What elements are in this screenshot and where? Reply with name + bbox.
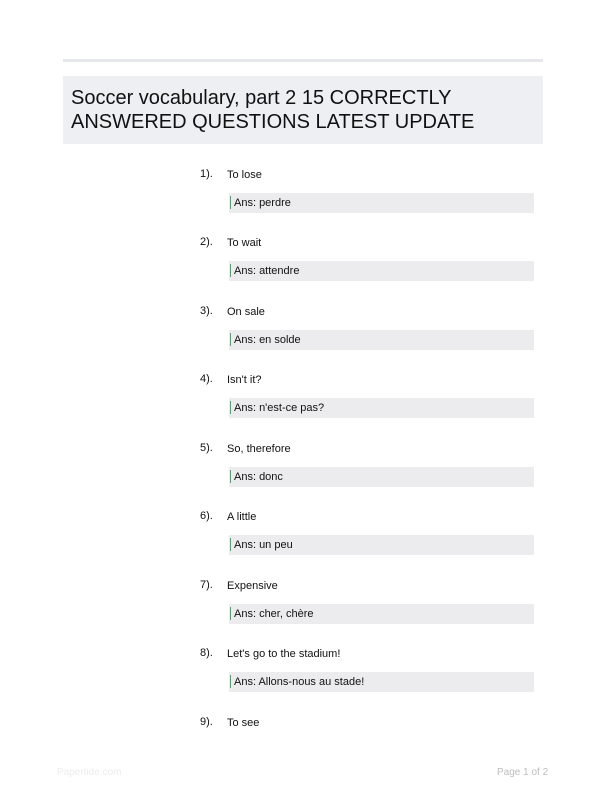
question-number: 5). [200,442,213,454]
question-item [0,438,606,498]
answer-box [229,330,534,350]
answer-text: Ans: n'est-ce pas? [234,402,325,414]
question-text: Let's go to the stadium! [227,648,341,660]
answer-box [229,261,534,281]
answer-text: Ans: cher, chère [234,608,314,620]
question-number: 9). [200,716,213,728]
question-text: So, therefore [227,443,291,455]
answer-box [229,672,534,692]
question-number: 6). [200,510,213,522]
answer-text: Ans: en solde [234,334,301,346]
answer-box [229,193,534,213]
answer-box [229,604,534,624]
answer-marker [230,333,231,346]
answer-marker [230,196,231,209]
question-text: To see [227,717,260,729]
answer-text: Ans: perdre [234,197,291,209]
question-text: To lose [227,169,262,181]
answer-text: Ans: attendre [234,265,300,277]
question-text: On sale [227,306,265,318]
question-item [0,643,606,703]
question-number: 8). [200,647,213,659]
answer-box [229,535,534,555]
top-divider [63,59,543,62]
answer-text: Ans: Allons-nous au stade! [234,676,365,688]
question-item [0,575,606,635]
answer-marker [230,538,231,551]
question-number: 4). [200,373,213,385]
footer-site-watermark: Papertide.com [57,767,122,778]
answer-box [229,467,534,487]
question-item [0,232,606,292]
question-item [0,164,606,224]
question-text: Isn't it? [227,374,262,386]
answer-marker [230,675,231,688]
answer-marker [230,607,231,620]
page-number: Page 1 of 2 [497,767,549,778]
answer-text: Ans: un peu [234,539,293,551]
question-number: 2). [200,236,213,248]
answer-marker [230,264,231,277]
question-number: 7). [200,579,213,591]
question-item [0,506,606,566]
question-text: To wait [227,237,262,249]
question-item [0,369,606,429]
question-item [0,301,606,361]
answer-box [229,398,534,418]
question-text: A little [227,511,257,523]
answer-text: Ans: donc [234,471,283,483]
question-number: 1). [200,168,213,180]
question-text: Expensive [227,580,278,592]
question-item [0,712,606,772]
document-title: Soccer vocabulary, part 2 15 CORRECTLY ANSWERED QUESTIONS LATEST UPDATE [71,87,475,133]
answer-marker [230,470,231,483]
document-header [63,76,543,144]
answer-marker [230,401,231,414]
question-number: 3). [200,305,213,317]
